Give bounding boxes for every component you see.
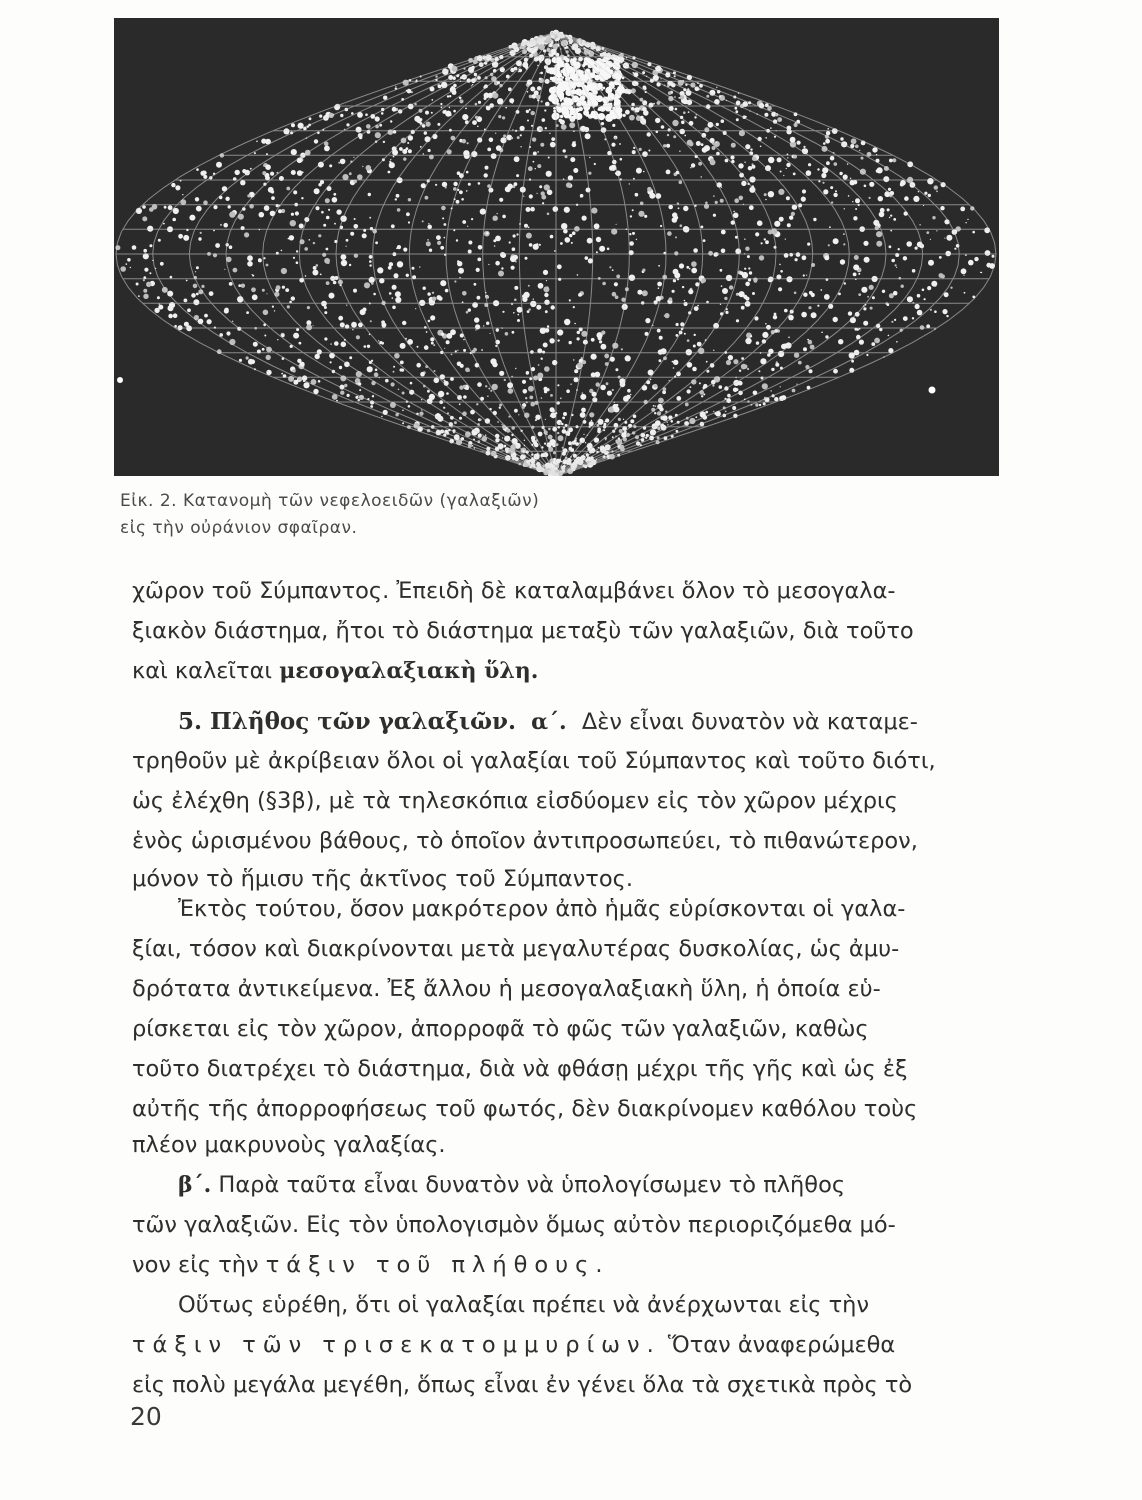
- text-line: αὐτῆς τῆς ἀπορροφήσεως τοῦ φωτός, δὲν διακρίνομεν καθόλου τοὺς: [132, 1096, 918, 1122]
- subsection-label: β΄.: [178, 1172, 212, 1198]
- section-heading-line: [178, 708, 918, 735]
- caption-line-2: εἰς τὴν οὐράνιον σφαῖραν.: [120, 518, 358, 538]
- text-line: Ἐκτὸς τούτου, ὅσον μακρότερον ἀπὸ ἡμᾶς εὑρίσκονται οἱ γαλα-: [178, 896, 906, 922]
- text-line: χῶρον τοῦ Σύμπαντος. Ἐπειδὴ δὲ καταλαμβάνει ὅλον τὸ μεσογαλα-: [132, 578, 896, 604]
- galaxy-distribution-figure: [114, 18, 999, 476]
- text-fragment: Παρὰ ταῦτα εἶναι δυνατὸν νὰ ὑπολογίσωμεν τὸ πλῆθος: [211, 1172, 846, 1198]
- text-fragment: νον εἰς τὴν: [132, 1252, 266, 1278]
- text-line: ὡς ἐλέχθη (§3β), μὲ τὰ τηλεσκόπια εἰσδύομεν εἰς τὸν χῶρον μέχρις: [132, 788, 898, 814]
- text-line: τοῦτο διατρέχει τὸ διάστημα, διὰ νὰ φθάσῃ μέχρι τῆς γῆς καὶ ὡς ἐξ: [132, 1056, 908, 1082]
- text-fragment: Ὅταν ἀναφερώμεθα: [660, 1332, 896, 1358]
- sky-map-image: [114, 18, 999, 476]
- page-number: 20: [130, 1402, 162, 1431]
- emphasized-phrase: τάξιν τῶν τρισεκατομμυρίων.: [132, 1332, 661, 1358]
- text-line: ἑνὸς ὡρισμένου βάθους, τὸ ὁποῖον ἀντιπροσωπεύει, τὸ πιθανώτερον,: [132, 828, 918, 854]
- caption-line-1: Εἰκ. 2. Κατανομὴ τῶν νεφελοειδῶν (γαλαξιῶν): [120, 491, 540, 511]
- text-line: δρότατα ἀντικείμενα. Ἐξ ἄλλου ἡ μεσογαλαξιακὴ ὕλη, ἡ ὁποία εὑ-: [132, 976, 881, 1002]
- text-line: Οὕτως εὑρέθη, ὅτι οἱ γαλαξίαι πρέπει νὰ ἀνέρχωνται εἰς τὴν: [178, 1292, 870, 1318]
- text-line: [178, 1172, 845, 1198]
- text-fragment: καὶ καλεῖται: [132, 658, 280, 684]
- text-line: [132, 1332, 895, 1358]
- figure-caption: [120, 488, 1000, 542]
- text-line: μόνον τὸ ἥμισυ τῆς ἀκτῖνος τοῦ Σύμπαντος.: [132, 866, 633, 892]
- text-line: [132, 658, 538, 684]
- emphasized-phrase: τάξιν τοῦ πλήθους.: [265, 1252, 610, 1278]
- text-line: τρηθοῦν μὲ ἀκρίβειαν ὅλοι οἱ γαλαξίαι τοῦ Σύμπαντος καὶ τοῦτο διότι,: [132, 748, 936, 774]
- text-line: εἰς πολὺ μεγάλα μεγέθη, ὅπως εἶναι ἐν γένει ὅλα τὰ σχετικὰ πρὸς τὸ: [132, 1372, 913, 1398]
- subsection-label: α΄.: [531, 709, 567, 735]
- text-line: πλέον μακρυνοὺς γαλαξίας.: [132, 1132, 446, 1158]
- text-fragment: Δὲν εἶναι δυνατὸν νὰ καταμε-: [581, 709, 918, 735]
- term-bold: μεσογαλαξιακὴ ὕλη.: [279, 658, 539, 684]
- section-heading: 5. Πλῆθος τῶν γαλαξιῶν.: [178, 708, 516, 735]
- text-line: ξιακὸν διάστημα, ἤτοι τὸ διάστημα μεταξὺ τῶν γαλαξιῶν, διὰ τοῦτο: [132, 618, 914, 644]
- text-line: ξίαι, τόσον καὶ διακρίνονται μετὰ μεγαλυτέρας δυσκολίας, ὡς ἀμυ-: [132, 936, 900, 962]
- text-line: [132, 1252, 610, 1278]
- text-line: τῶν γαλαξιῶν. Εἰς τὸν ὑπολογισμὸν ὅμως αὐτὸν περιοριζόμεθα μό-: [132, 1212, 896, 1238]
- text-line: ρίσκεται εἰς τὸν χῶρον, ἀπορροφᾶ τὸ φῶς τῶν γαλαξιῶν, καθὼς: [132, 1016, 869, 1042]
